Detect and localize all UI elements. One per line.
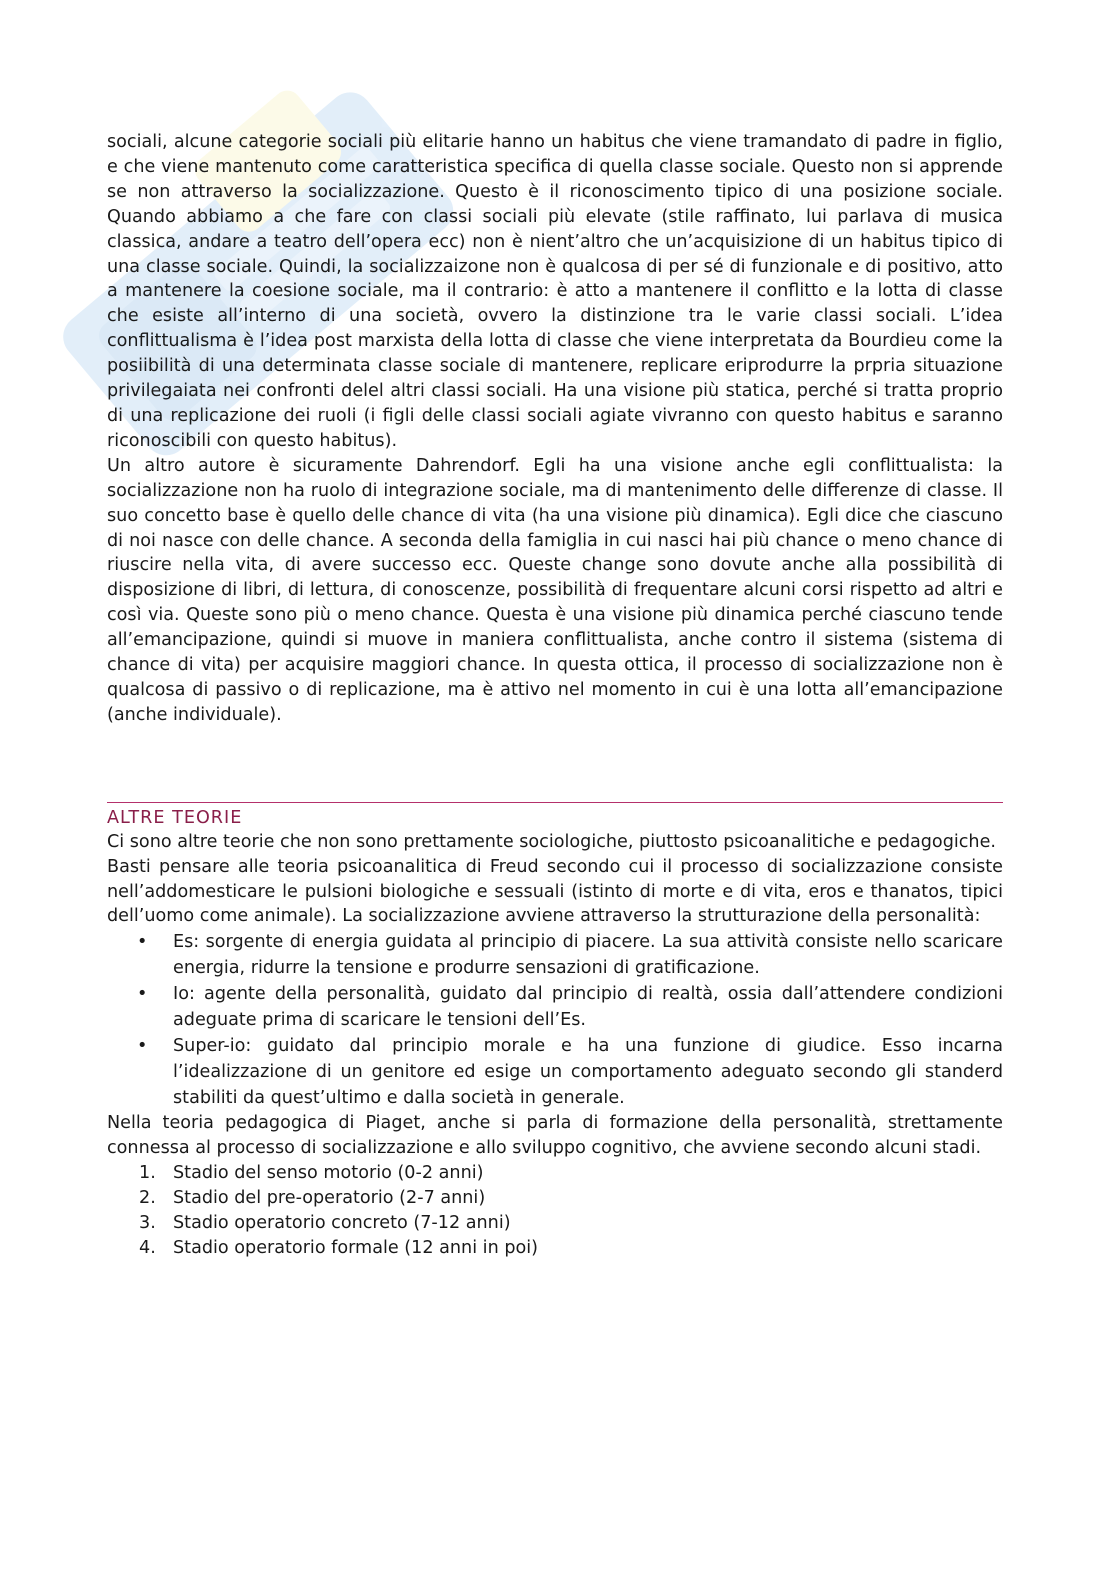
bullet-icon: •	[137, 1036, 148, 1057]
bullet-icon: •	[137, 984, 148, 1005]
document-page	[107, 130, 1003, 1261]
section-heading: ALTRE TEORIE	[107, 807, 243, 828]
stage-number: 4.	[139, 1238, 156, 1259]
stage-number: 3.	[139, 1213, 156, 1234]
paragraph-other-theories: Ci sono altre teorie che non sono prettamente sociologiche, piuttosto psicoanalitiche e pedagogiche.	[107, 831, 996, 852]
stage-number: 1.	[139, 1163, 156, 1184]
stage-text: Stadio operatorio concreto (7-12 anni)	[173, 1213, 511, 1234]
stage-item	[107, 1186, 1003, 1211]
stage-text: Stadio operatorio formale (12 anni in poi)	[173, 1238, 539, 1259]
stage-text: Stadio del senso motorio (0-2 anni)	[173, 1163, 484, 1184]
list-item-super-io	[107, 1033, 1003, 1111]
stage-item	[107, 1211, 1003, 1236]
paragraph-piaget: Nella teoria pedagogica di Piaget, anche si parla di formazione della personalità, strettamente connessa al processo di socializzazione e allo sviluppo cognitivo, che avviene secondo alcuni stadi.	[107, 1113, 1003, 1159]
paragraph-freud: Basti pensare alle teoria psicoanalitica di Freud secondo cui il processo di socializzazione consiste nell’addomesticare le pulsioni biologiche e sessuali (istinto di morte e di vita, eros e thanatos, tipici dell’uomo come animale). La socializzazione avviene attraverso la strutturazione della personalità:	[107, 856, 1003, 927]
section-spacer	[107, 728, 1003, 802]
stage-item	[107, 1236, 1003, 1261]
stage-item	[107, 1161, 1003, 1186]
freud-personality-list	[107, 929, 1003, 1111]
stage-text: Stadio del pre-operatorio (2-7 anni)	[173, 1188, 486, 1209]
bullet-icon: •	[137, 932, 148, 953]
list-item-text: Super-io: guidato dal principio morale e ha una funzione di giudice. Esso incarna l’idealizzazione di un genitore ed esige un comportamento adeguato secondo gli standerd stabiliti da quest’ultimo e dalla società in generale.	[173, 1036, 1003, 1109]
piaget-stages-list	[107, 1161, 1003, 1261]
list-item-text: Io: agente della personalità, guidato dal principio di realtà, ossia dall’attendere condizioni adeguate prima di scaricare le tensioni dell’Es.	[173, 984, 1003, 1031]
paragraph-dahrendorf: Un altro autore è sicuramente Dahrendorf. Egli ha una visione anche egli conflittualista: la socializzazione non ha ruolo di integrazione sociale, ma di mantenimento delle differenze di classe. Il suo concetto base è quello delle chance di vita (ha una visione più dinamica). Egli dice che ciascuno di noi nasce con delle chance. A seconda della famiglia in cui nasci hai più chance o meno chance di riuscire nella vita, di avere successo ecc. Queste change sono dovute anche alla possibilità di disposizione di libri, di lettura, di conoscenze, possibilità di frequentare alcuni corsi rispetto ad altri e così via. Queste sono più o meno chance. Questa è una visione più dinamica perché ciascuno tende all’emancipazione, quindi si muove in maniera conflittualista, anche contro il sistema (sistema di chance di vita) per acquisire maggiori chance. In questa ottica, il processo di socializzazione non è qualcosa di passivo o di replicazione, ma è attivo nel momento in cui è una lotta all’emancipazione (anche individuale).	[107, 455, 1003, 725]
stage-number: 2.	[139, 1188, 156, 1209]
paragraph-bourdieu: sociali, alcune categorie sociali più elitarie hanno un habitus che viene tramandato di padre in figlio, e che viene mantenuto come caratteristica specifica di quella classe sociale. Questo non si apprende se non attraverso la socializzazione. Questo è il riconoscimento tipico di una posizione sociale. Quando abbiamo a che fare con classi sociali più elevate (stile raffinato, lui parlava di musica classica, andare a teatro dell’opera ecc) non è nient’altro che un’acquisizione di un habitus tipico di una classe sociale. Quindi, la socializzaizone non è qualcosa di per sé di funzionale e di positivo, atto a mantenere la coesione sociale, ma il contrario: è atto a mantenere il conflitto e la lotta di classe che esiste all’interno di una società, ovvero la distinzione tra le varie classi sociali. L’idea conflittualisma è l’idea post marxista della lotta di classe che viene interpretata da Bourdieu come la posiibilità di una determinata classe sociale di mantenere, replicare eriprodurre la prpria situazione privilegaiata nei confronti delel altri classi sociali. Ha una visione più statica, perché si tratta proprio di una replicazione dei ruoli (i figli delle classi sociali agiate vivranno con questo habitus e saranno riconoscibili con questo habitus).	[107, 132, 1003, 451]
list-item-text: Es: sorgente di energia guidata al principio di piacere. La sua attività consiste nello scaricare energia, ridurre la tensione e produrre sensazioni di gratificazione.	[173, 932, 1003, 979]
section-divider	[107, 802, 1003, 803]
list-item-io	[107, 981, 1003, 1033]
list-item-es	[107, 929, 1003, 981]
